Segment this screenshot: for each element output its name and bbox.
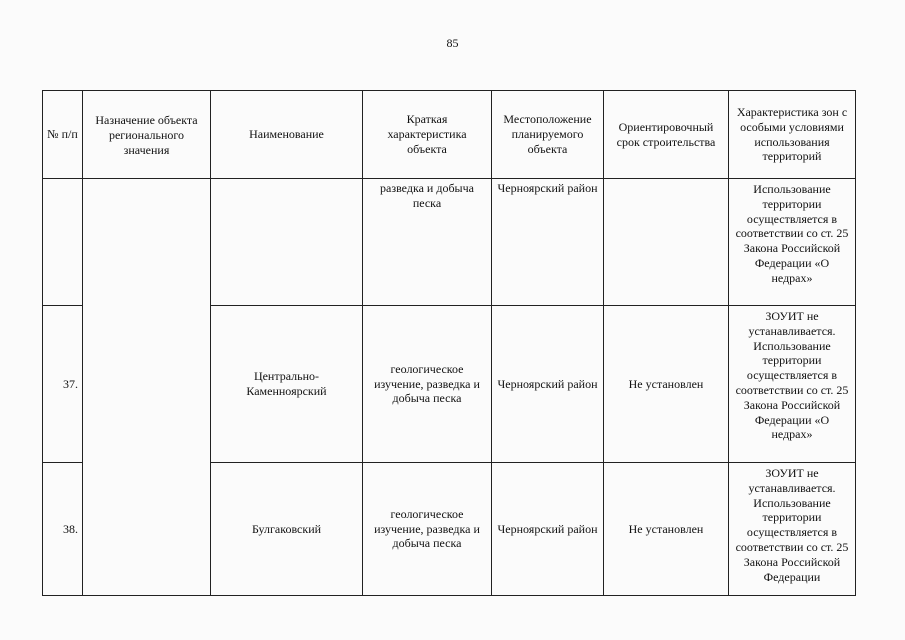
row-location: Черноярский район (492, 306, 604, 463)
row-zones: ЗОУИТ не устанавливается. Использование территории осуществляется в соответствии со ст. 25 Закона Российской Федерации «О недрах» (729, 306, 856, 463)
row-zones: Использование территории осуществляется в соответствии со ст. 25 Закона Российской Федерации «О недрах» (729, 179, 856, 306)
header-location: Местоположение планируемого объекта (492, 91, 604, 179)
row-brief: геологическое изучение, разведка и добыча песка (363, 463, 492, 596)
purpose-cell (83, 179, 211, 596)
header-purpose: Назначение объекта регионального значения (83, 91, 211, 179)
row-location: Черноярский район (492, 179, 604, 306)
row-name (211, 179, 363, 306)
row-zones: ЗОУИТ не устанавливается. Использование территории осуществляется в соответствии со ст. 25 Закона Российской Федерации (729, 463, 856, 596)
row-name: Центрально-Каменноярский (211, 306, 363, 463)
row-term (604, 179, 729, 306)
row-term: Не установлен (604, 306, 729, 463)
row-term: Не установлен (604, 463, 729, 596)
regional-objects-table (42, 90, 856, 596)
row-brief: разведка и добыча песка (363, 179, 492, 306)
row-num (43, 179, 83, 306)
table-header-row (43, 91, 856, 179)
header-num: № п/п (43, 91, 83, 179)
table-row (43, 179, 856, 306)
header-term: Ориентировочный срок строительства (604, 91, 729, 179)
row-name: Булгаковский (211, 463, 363, 596)
row-brief: геологическое изучение, разведка и добыча песка (363, 306, 492, 463)
header-zones: Характеристика зон с особыми условиями использования территорий (729, 91, 856, 179)
page-number: 85 (446, 36, 459, 50)
row-num: 38. (43, 463, 83, 596)
row-num: 37. (43, 306, 83, 463)
row-location: Черноярский район (492, 463, 604, 596)
header-name: Наименование (211, 91, 363, 179)
header-brief: Краткая характеристика объекта (363, 91, 492, 179)
